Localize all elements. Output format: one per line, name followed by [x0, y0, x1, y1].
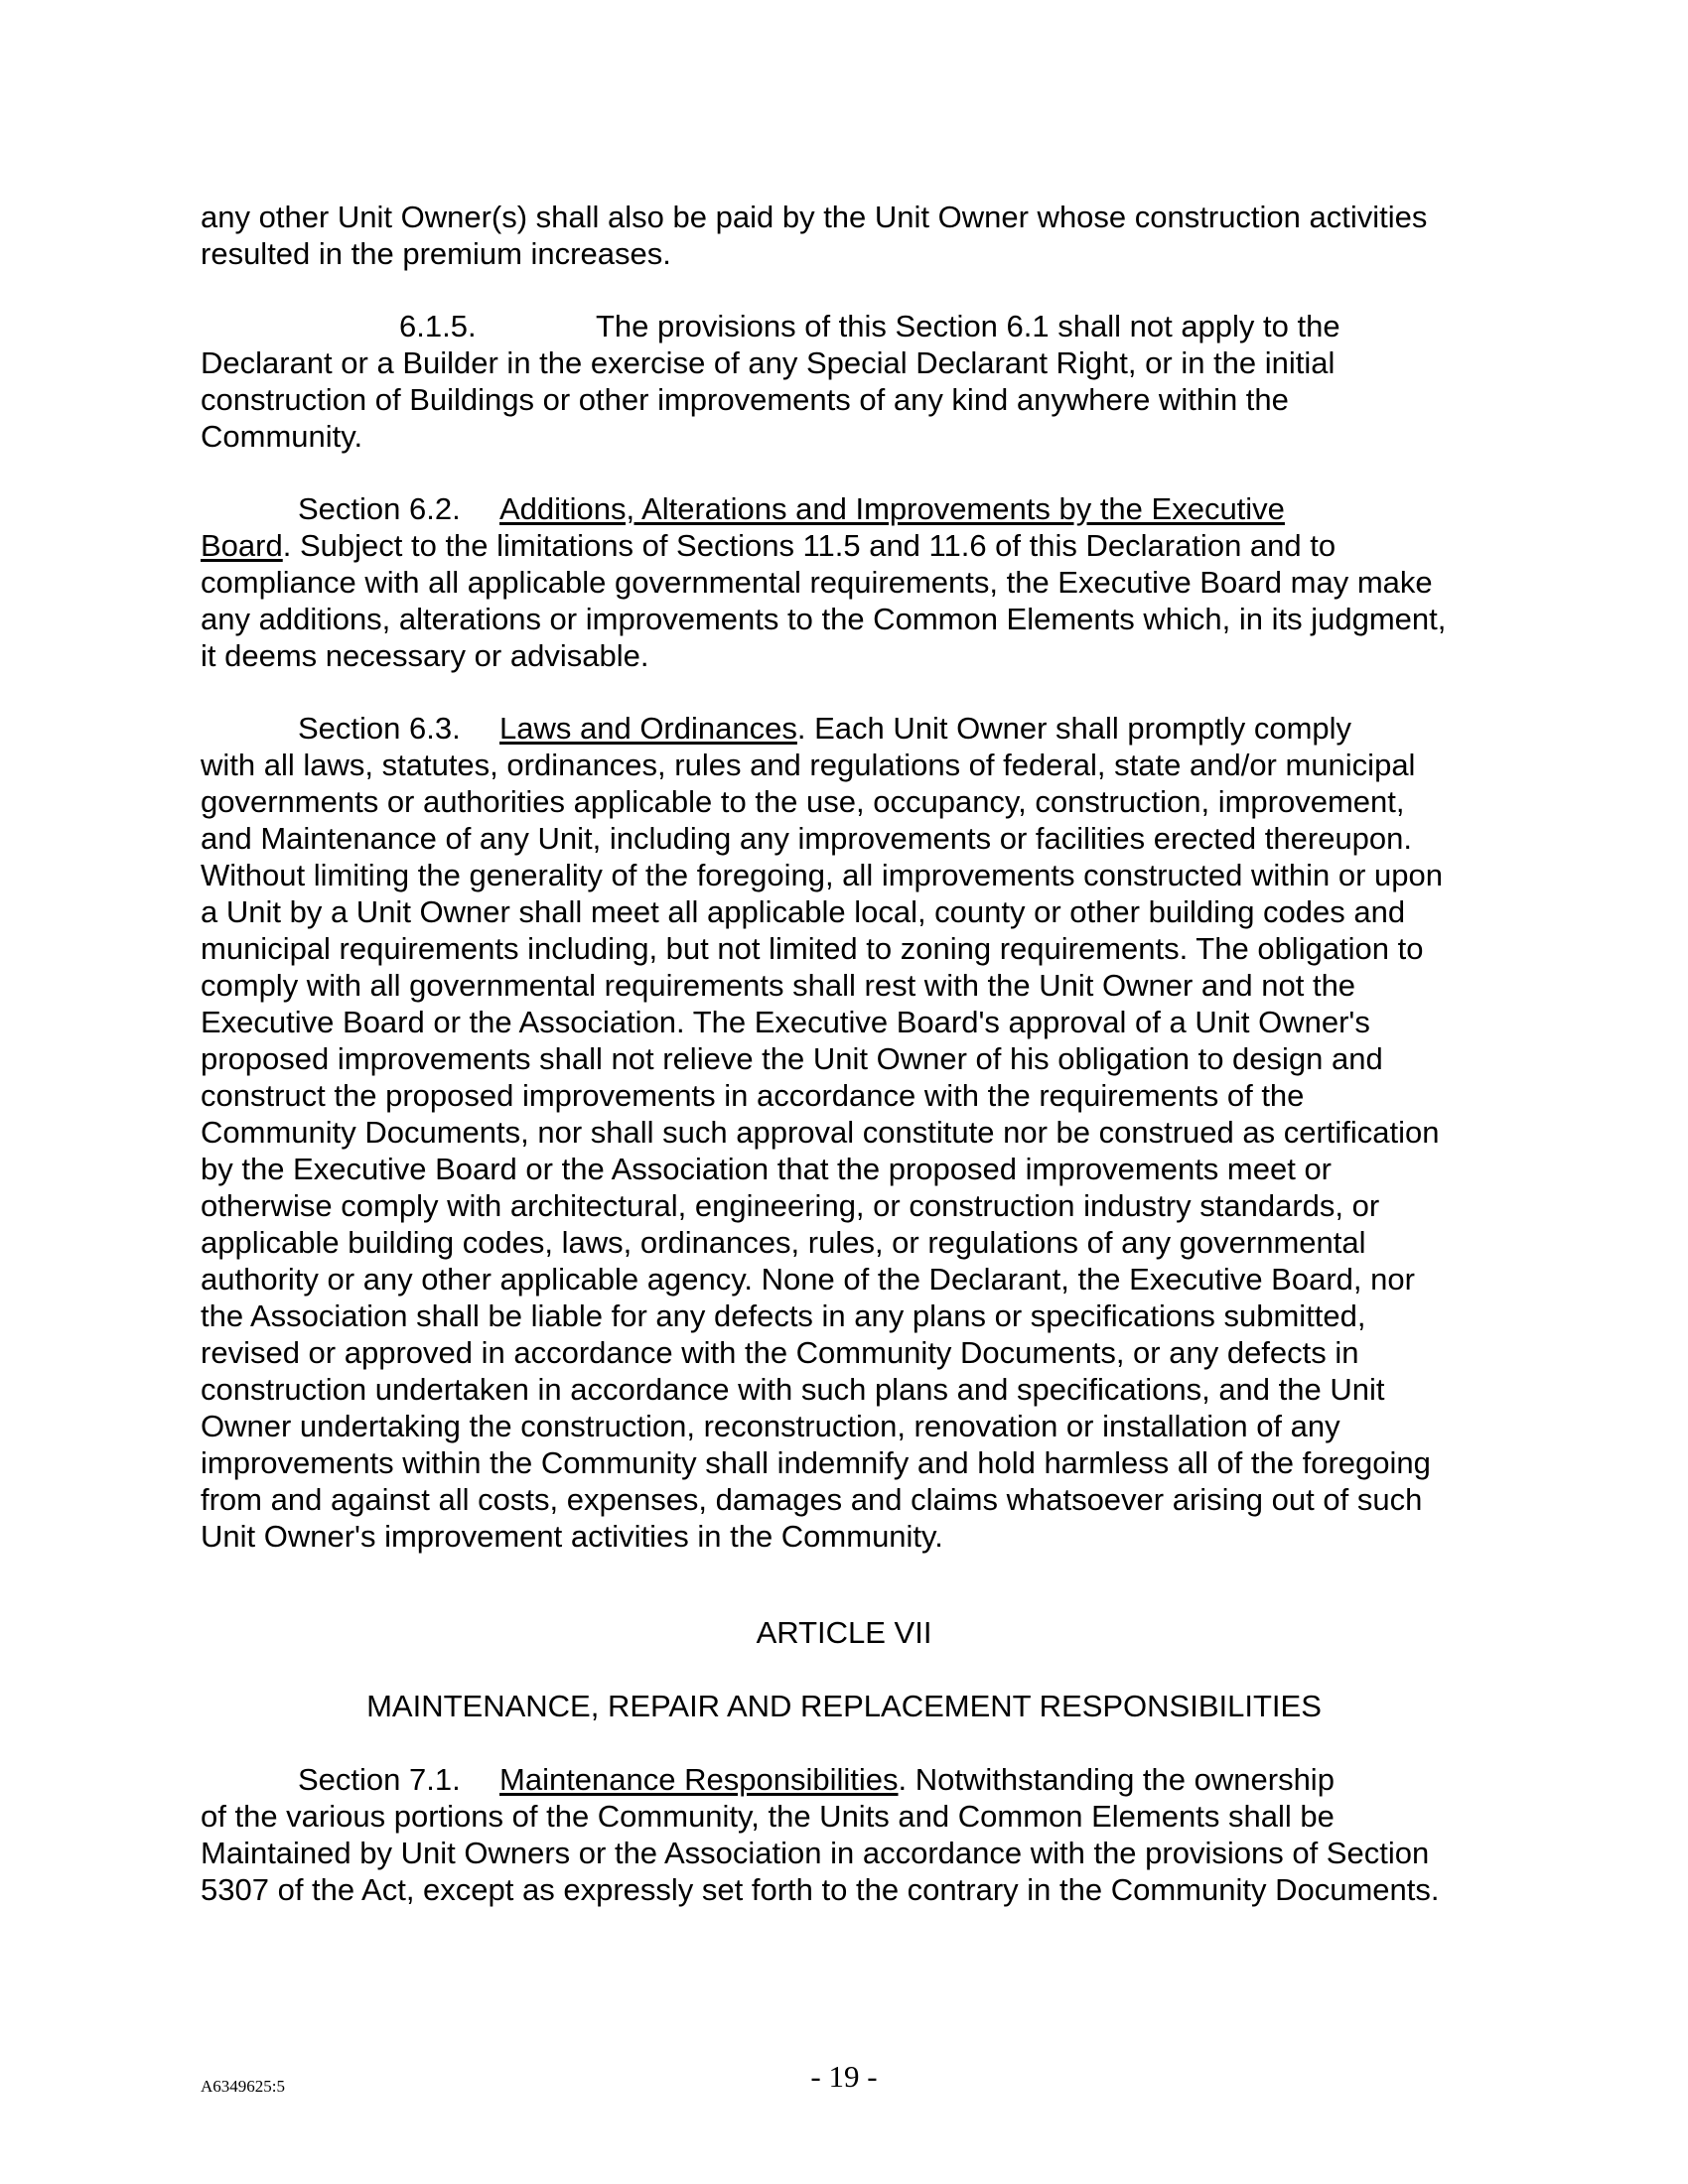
section-heading: Maintenance Responsibilities	[499, 1762, 899, 1797]
section-number: Section 7.1.	[298, 1762, 461, 1797]
section-number: 6.1.5.	[399, 309, 477, 343]
section-6-1-5	[201, 308, 1491, 455]
section-heading-cont: Board	[201, 528, 283, 563]
paragraph-continuation: any other Unit Owner(s) shall also be paid by the Unit Owner whose construction activities resulted in the premium increases.	[201, 200, 1428, 271]
section-heading: Laws and Ordinances	[499, 711, 797, 746]
section-6-2	[201, 490, 1491, 674]
section-text-first-line: The provisions of this Section 6.1 shall not apply to the	[596, 309, 1340, 343]
section-text: Declarant or a Builder in the exercise of any Special Declarant Right, or in the initial construction of Buildings or other improvements of any kind anywhere within the Community.	[201, 345, 1336, 454]
section-number: Section 6.3.	[298, 711, 461, 746]
section-6-3	[201, 710, 1491, 1555]
section-text-first-line: . Notwithstanding the ownership	[898, 1762, 1335, 1797]
section-text: of the various portions of the Community, the Units and Common Elements shall be Maintained by Unit Owners or the Association in accordance with the provisions of Section 5307 of the Act, except as expressly set forth to the contrary in the Community Documents.	[201, 1799, 1440, 1907]
section-text: with all laws, statutes, ordinances, rules and regulations of federal, state and/or municipal governments or authorities applicable to the use, occupancy, construction, improvement, and Maintenance of any Unit, including any improvements or facilities erected thereupon. Without limiting the generality of the foregoing, all improvements constructed within or upon a Unit by a Unit Owner shall meet all applicable local, county or other building codes and municipal requirements including, but not limited to zoning requirements. The obligation to comply with all governmental requirements shall rest with the Unit Owner and not the Executive Board or the Association. The Executive Board's approval of a Unit Owner's proposed improvements shall not relieve the Unit Owner of his obligation to design and construct the proposed improvements in accordance with the requirements of the Community Documents, nor shall such approval constitute nor be construed as certification by the Executive Board or the Association that the proposed improvements meet or otherwise comply with architectural, engineering, or construction industry standards, or applicable building codes, laws, ordinances, rules, or regulations of any governmental authority or any other applicable agency. None of the Declarant, the Executive Board, nor the Association shall be liable for any defects in any plans or specifications submitted, revised or approved in accordance with the Community Documents, or any defects in construction undertaken in accordance with such plans and specifications, and the Unit Owner undertaking the construction, reconstruction, renovation or installation of any improvements within the Community shall indemnify and hold harmless all of the foregoing from and against all costs, expenses, damages and claims whatsoever arising out of such Unit Owner's improvement activities in the Community.	[201, 748, 1443, 1554]
section-text-first-line: . Each Unit Owner shall promptly comply	[796, 711, 1352, 746]
article-number: ARTICLE VII	[756, 1615, 932, 1650]
section-heading: Additions, Alterations and Improvements by the Executive	[499, 491, 1285, 526]
section-7-1	[201, 1761, 1491, 1908]
document-id: A6349625:5	[201, 2077, 285, 2096]
section-text: . Subject to the limitations of Sections 11.5 and 11.6 of this Declaration and to compliance with all applicable governmental requirements, the Executive Board may make any additions, alterations or improvements to the Common Elements which, in its judgment, it deems necessary or advisable.	[201, 528, 1447, 673]
section-number: Section 6.2.	[298, 491, 461, 526]
article-title: MAINTENANCE, REPAIR AND REPLACEMENT RESPONSIBILITIES	[366, 1689, 1322, 1723]
page-number: - 19 -	[810, 2059, 878, 2094]
